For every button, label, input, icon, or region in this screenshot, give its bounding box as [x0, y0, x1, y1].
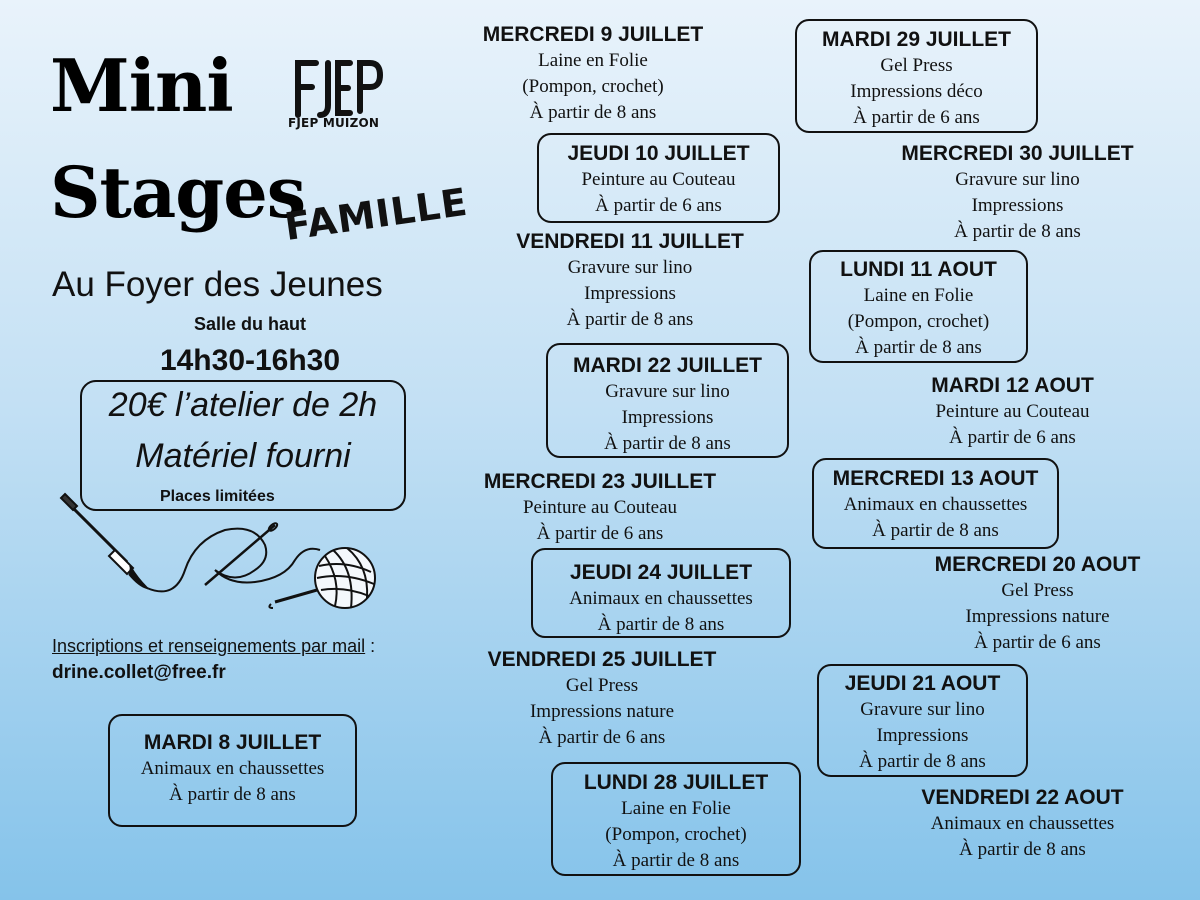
event-card	[910, 552, 1165, 656]
event-detail: Impressions nature	[965, 606, 1110, 627]
event-activity: Gravure sur lino	[605, 381, 730, 402]
event-date: MARDI 12 AOUT	[931, 374, 1094, 397]
event-age: À partir de 8 ans	[954, 221, 1081, 242]
event-age: À partir de 6 ans	[538, 727, 666, 748]
event-age: À partir de 6 ans	[536, 523, 664, 544]
contact-label	[52, 636, 375, 657]
event-date: VENDREDI 22 AOUT	[921, 786, 1124, 809]
event-detail: (Pompon, crochet)	[605, 824, 747, 845]
contact-colon: :	[365, 636, 376, 656]
event-activity: Animaux en chaussettes	[843, 494, 1028, 515]
event-card	[809, 250, 1028, 363]
event-age: À partir de 8 ans	[604, 433, 731, 454]
limited-places-text: Places limitées	[160, 488, 275, 505]
event-detail: Impressions déco	[850, 81, 983, 102]
event-activity: Animaux en chaussettes	[140, 758, 325, 779]
event-card	[470, 229, 790, 333]
event-card	[895, 785, 1150, 863]
event-date: MERCREDI 9 JUILLET	[482, 23, 704, 46]
craft-illustration-icon	[55, 490, 385, 620]
event-card	[551, 762, 801, 876]
event-activity: Gel Press	[1001, 580, 1074, 601]
event-date: VENDREDI 25 JUILLET	[487, 648, 717, 671]
event-activity: Animaux en chaussettes	[569, 588, 753, 609]
event-date: VENDREDI 11 JUILLET	[516, 230, 744, 253]
event-card	[795, 19, 1038, 133]
event-card	[546, 343, 789, 458]
contact-label-text: Inscriptions et renseignements par mail	[52, 636, 366, 656]
event-age: À partir de 6 ans	[853, 107, 980, 128]
event-date: MERCREDI 20 AOUT	[934, 553, 1141, 576]
material-text: Matériel fourni	[135, 437, 351, 475]
event-card	[108, 714, 357, 827]
event-activity: Laine en Folie	[621, 798, 731, 819]
event-age: À partir de 6 ans	[974, 632, 1101, 653]
event-card	[870, 141, 1165, 245]
event-age: À partir de 8 ans	[529, 102, 657, 123]
event-detail: Impressions	[971, 195, 1064, 216]
event-detail: Impressions	[621, 407, 714, 428]
event-activity: Gravure sur lino	[567, 257, 693, 278]
event-date: MERCREDI 23 JUILLET	[483, 470, 717, 493]
event-age: À partir de 6 ans	[949, 427, 1076, 448]
event-detail: (Pompon, crochet)	[522, 76, 664, 97]
event-activity: Laine en Folie	[863, 285, 974, 306]
event-activity: Laine en Folie	[538, 50, 648, 71]
event-activity: Peinture au Couteau	[935, 401, 1090, 422]
event-activity: Animaux en chaussettes	[930, 813, 1115, 834]
event-date: JEUDI 24 JUILLET	[569, 561, 753, 584]
logo-text: FJEP MUIZON	[288, 116, 380, 130]
event-age: À partir de 8 ans	[855, 337, 982, 358]
event-date: MARDI 22 JUILLET	[572, 354, 763, 377]
event-age: À partir de 8 ans	[597, 614, 725, 635]
event-activity: Gel Press	[565, 675, 639, 696]
event-date: LUNDI 28 JUILLET	[583, 771, 769, 794]
event-detail: Impressions	[584, 283, 676, 304]
subtitle-famille: FAMILLE	[281, 179, 471, 249]
event-age: À partir de 8 ans	[612, 850, 740, 871]
event-card	[812, 458, 1059, 549]
event-detail: Impressions nature	[529, 701, 675, 722]
event-date: LUNDI 11 AOUT	[840, 258, 997, 281]
event-date: MARDI 8 JUILLET	[143, 731, 322, 754]
event-activity: Peinture au Couteau	[581, 169, 736, 190]
event-activity: Gravure sur lino	[955, 169, 1080, 190]
event-card	[462, 22, 724, 126]
event-date: JEUDI 10 JUILLET	[567, 142, 750, 165]
event-date: JEUDI 21 AOUT	[844, 672, 1001, 695]
hours-text: 14h30-16h30	[159, 344, 341, 377]
event-age: À partir de 8 ans	[859, 751, 986, 772]
event-age: À partir de 8 ans	[959, 839, 1086, 860]
event-activity: Gravure sur lino	[860, 699, 985, 720]
event-activity: Gel Press	[880, 55, 953, 76]
event-detail: Impressions	[876, 725, 969, 746]
event-card	[537, 133, 780, 223]
contact-email[interactable]: drine.collet@free.fr	[52, 662, 226, 683]
event-card	[817, 664, 1028, 777]
event-activity: Peinture au Couteau	[522, 497, 678, 518]
title-mini: Mini	[50, 43, 233, 128]
title-stages: Stages	[50, 151, 306, 234]
event-age: À partir de 8 ans	[872, 520, 999, 541]
event-age: À partir de 8 ans	[169, 784, 296, 805]
price-text: 20€ l’atelier de 2h	[108, 386, 378, 424]
event-date: MERCREDI 13 AOUT	[832, 467, 1039, 490]
event-date: MARDI 29 JUILLET	[821, 28, 1012, 51]
event-detail: (Pompon, crochet)	[847, 311, 990, 332]
room-text: Salle du haut	[193, 314, 307, 334]
event-age: À partir de 6 ans	[595, 195, 722, 216]
event-date: MERCREDI 30 JUILLET	[901, 142, 1134, 165]
venue-text: Au Foyer des Jeunes	[52, 265, 383, 304]
event-card	[890, 373, 1135, 451]
event-card	[462, 647, 742, 751]
event-card	[531, 548, 791, 638]
event-age: À partir de 8 ans	[566, 309, 694, 330]
event-card	[455, 469, 745, 547]
